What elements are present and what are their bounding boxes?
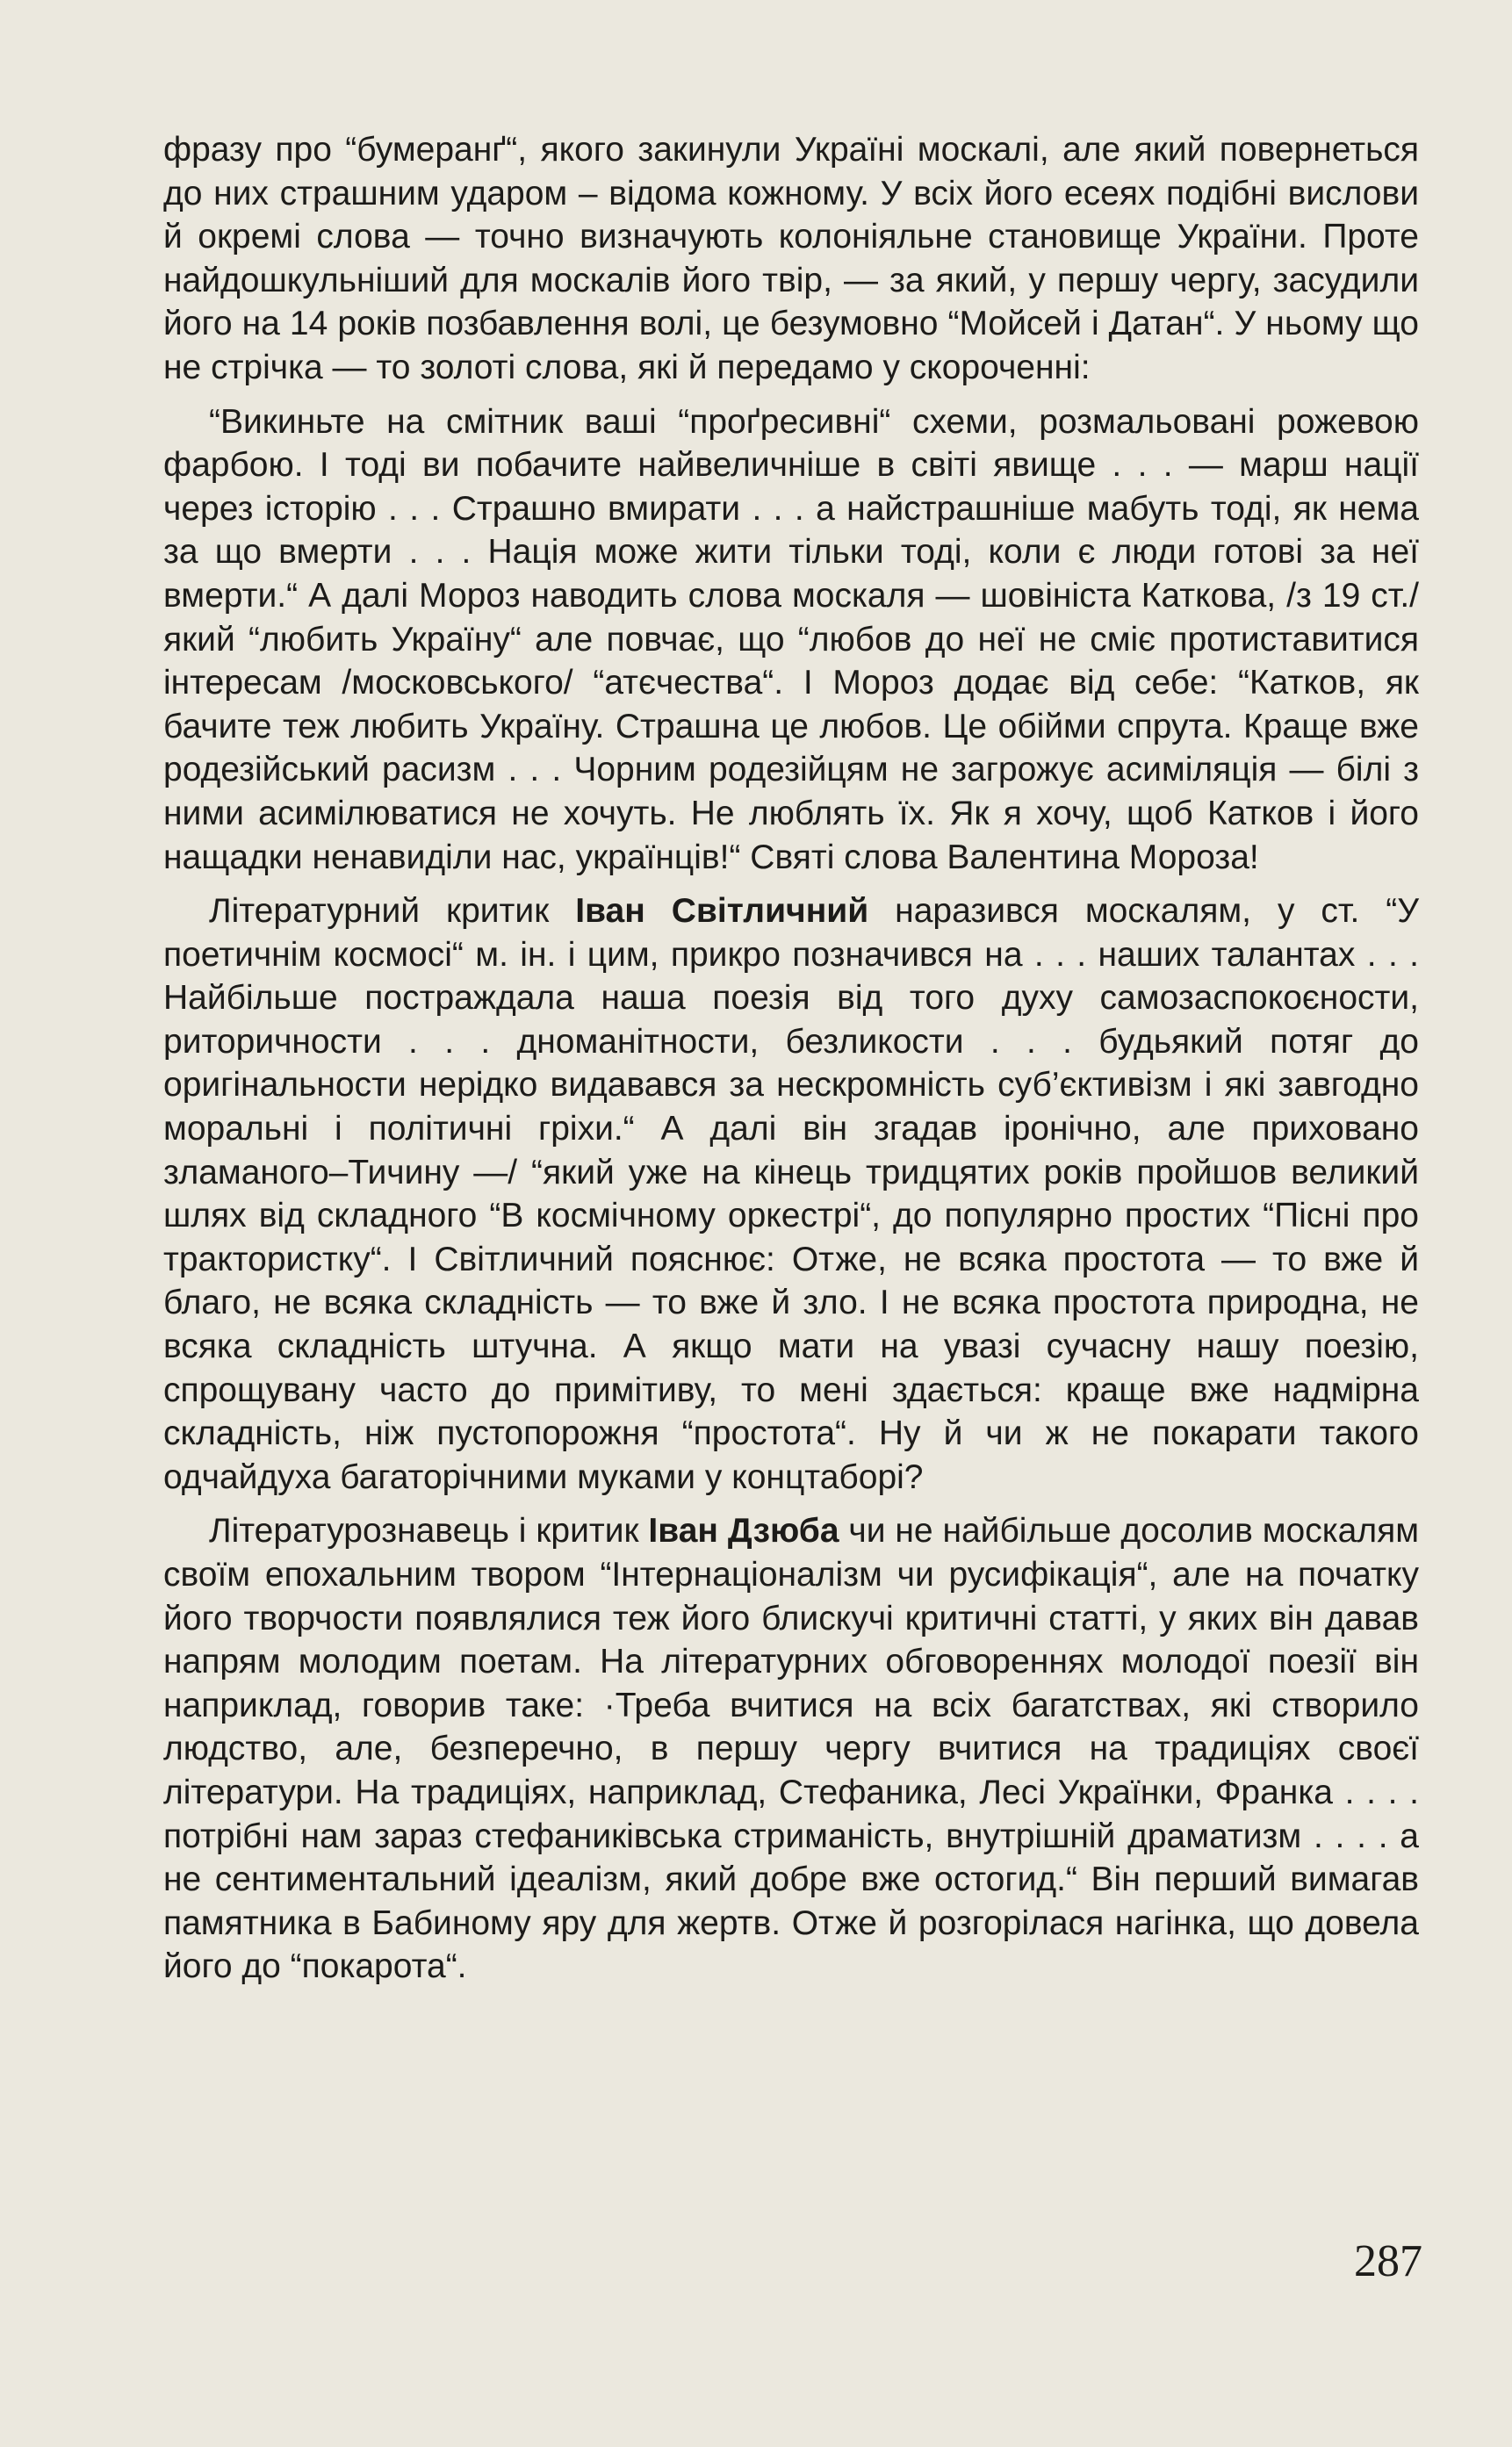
paragraph-text: чи не найбільше досолив москалям своїм епохальним твором “Інтернаціоналізм чи русифікація“, але на початку його творчости появлялися теж його блискучі критичні статті, у яких він давав напрям молодим поетам. На літературних обговореннях молодої поезії він наприклад, говорив таке: ·Треба вчитися на всіх багатствах, які створило людство, але, безперечно, в першу чергу вчитися на традиціях своєї літератури. На традиціях, наприклад, Стефаника, Лесі Українки, Франка . . . . потрібні нам зараз стефаниківська стриманість, внутрішній драматизм . . . . а не сентиментальний ідеалізм, який добре вже остогид.“ Він перший вимагав памятника в Бабиному яру для жертв. Отже й розгорілася нагінка, що довела його до “покарота“. [163, 1512, 1420, 1986]
page-number: 287 [1354, 2236, 1422, 2286]
paragraph-1 [163, 128, 1419, 390]
paragraph-text: фразу про “бумеранґ“, якого закинули Україні москалі, але який повернеться до них страшним ударом – відома кожному. У всіх його есеях подібні вислови й окремі слова — точно визначують колоніяльне становище України. Проте найдошкульніший для москалів його твір, — за який, у першу чергу, засудили його на 14 років позбавлення волі, це безумовно “Мойсей і Датан“. У ньому що не стрічка — то золоті слова, які й передамо у скороченні: [163, 131, 1419, 386]
person-name-dziuba: Іван Дзюба [648, 1512, 839, 1551]
paragraph-text: Літературний критик [209, 892, 576, 931]
paragraph-2 [163, 400, 1419, 880]
paragraph-text: Літературознавець і критик [209, 1512, 649, 1551]
paragraph-text: “Викиньте на смітник ваші “проґресивні“ схеми, розмальовані рожевою фарбою. І тоді ви побачите найвеличніше в світі явище . . . — марш нації через історію . . . Страшно вмирати . . . а найстрашніше мабуть тоді, як нема за що вмерти . . . Нація може жити тільки тоді, коли є люди готові за неї вмерти.“ А далі Мороз наводить слова москаля — шовініста Каткова, /з 19 ст./ який “любить Україну“ але повчає, що “любов до неї не сміє протиставитися інтересам /московського/ “атєчества“. І Мороз додає від себе: “Катков, як бачите теж любить Україну. Страшна це любов. Це обійми спрута. Краще вже родезійський расизм . . . Чорним родезійцям не загрожує асиміляція — білі з ними асимілюватися не хочуть. Не люблять їх. Як я хочу, щоб Катков і його нащадки ненавиділи нас, українців!“ Святі слова Валентина Мороза! [163, 402, 1419, 876]
body-text [163, 128, 1419, 1999]
paragraph-4 [163, 1509, 1419, 1989]
person-name-svitlychnyi: Іван Світличний [575, 892, 869, 931]
paragraph-3 [163, 889, 1419, 1499]
paragraph-text: наразився москалям, у ст. “У поетичнім космосі“ м. ін. і цим, прикро позначився на . . . наших талантах . . . Найбільше постраждала наша поезія від того духу самозаспокоєности, риторичности . . . дноманітности, безликости . . . будьякий потяг до оригінальности нерідко видавався за нескромність суб’єктивізм і які завгодно моральні і політичні гріхи.“ А далі він згадав іронічно, але приховано зламаного–Тичину —/ “який уже на кінець тридцятих років пройшов великий шлях від складного “В космічному оркестрі“, до популярно простих “Пісні про трактористку“. І Світличний пояснює: Отже, не всяка простота — то вже й благо, не всяка складність — то вже й зло. І не всяка простота природна, не всяка складність штучна. А якщо мати на увазі сучасну нашу поезію, спрощувану часто до примітиву, то мені здається: краще вже надмірна складність, ніж пустопорожня “простота“. Ну й чи ж не покарати такого одчайдуха багаторічними муками у концтаборі? [163, 892, 1420, 1496]
